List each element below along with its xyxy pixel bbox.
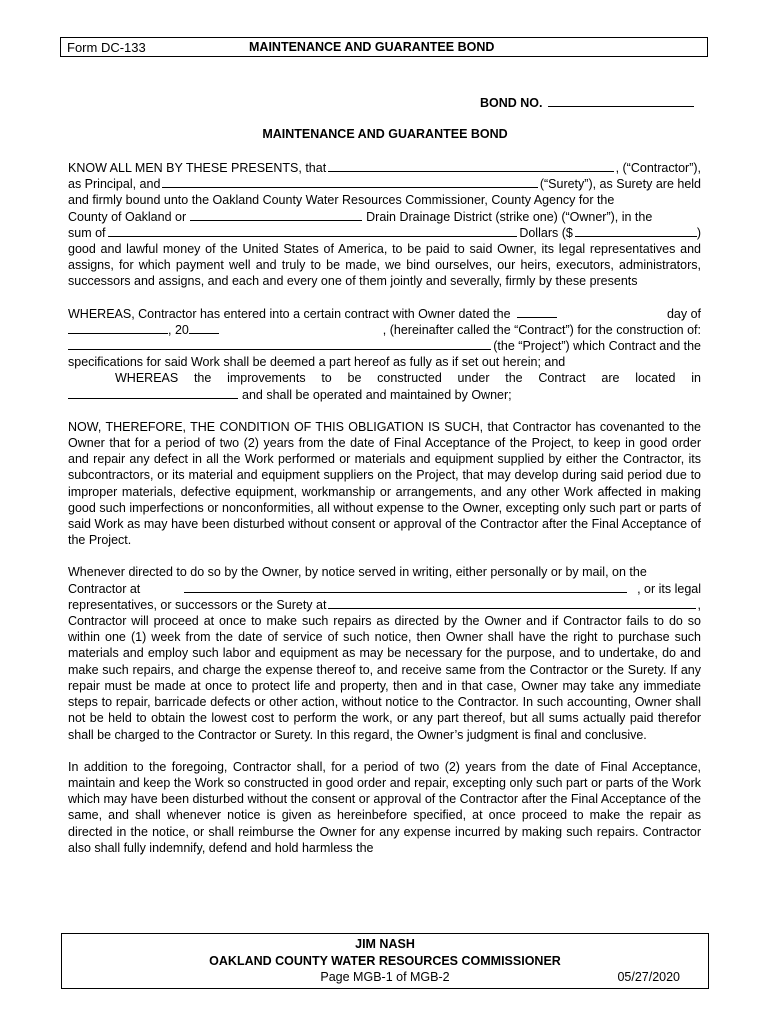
- form-header-box: [60, 37, 708, 57]
- bond-number-blank[interactable]: [548, 94, 694, 107]
- contract-month-blank[interactable]: [68, 322, 168, 334]
- p1-paren-close: ): [696, 225, 701, 240]
- paragraph-now-therefore: NOW, THEREFORE, THE CONDITION OF THIS OBLIGATION IS SUCH, that Contractor has covenanted to the Owner that for a period of two (2) years from the date of Final Acceptance of the Project, to keep in good order and repair any defect in all the Work performed or materials and equipment supplied by either the Contractor, its subcontractors, or its material and equipment suppliers on the Project, that may develop during said period due to improper materials, defective equipment, workmanship or arrangements, and any other Work affected in making good such imperfections or nonconformities, all without expense to the Owner, excepting only such part or parts of said Work as may have been disturbed without consent or approval of the Contractor after the Final Acceptance of the Project.: [68, 419, 701, 548]
- bond-number-field: [480, 94, 694, 110]
- paragraph-whenever-directed: [68, 564, 701, 742]
- page-footer: [61, 933, 709, 989]
- form-number: Form DC-133: [67, 40, 146, 55]
- form-header-title: MAINTENANCE AND GUARANTEE BOND: [249, 40, 495, 54]
- bond-amount-words-blank[interactable]: [108, 225, 518, 237]
- surety-name-blank[interactable]: [162, 176, 537, 188]
- document-body: [68, 160, 701, 872]
- p4-rest: Contractor will proceed at once to make such repairs as directed by the Owner and if Contractor fails to do so within one (1) week from the date of service of such notice, then Owner shall have the right to purchase such materials and employ such labor and equipment as may be necessary for the purpose, and to undertake, do and make such repairs, and charge the expense thereof to, and receive same from the Contractor or the Surety. If any repair must be made at once to protect life and property, then and in that case, Owner may take any immediate steps to repair, barricade defects or other action, without notice to the Contractor. In such accounting, Owner shall not be held to obtain the lowest cost to perform the work, or any part thereof, but all sums actually paid therefor shall be charged to the Contractor or Surety. In this regard, the Owner’s judgment is final and conclusive.: [68, 614, 701, 742]
- paragraph-whereas: [68, 306, 701, 403]
- p2-line6: and shall be operated and maintained by Owner;: [242, 387, 512, 402]
- p2-line2-end: , (hereinafter called the “Contract”) for the construction of:: [382, 322, 701, 337]
- p1-line1-end: , (“Contractor”),: [615, 161, 701, 175]
- project-location-blank[interactable]: [68, 387, 238, 399]
- p4-line2-text: Contractor at: [68, 581, 141, 596]
- surety-address-blank[interactable]: [328, 597, 695, 609]
- p2-line4: specifications for said Work shall be deemed a part hereof as fully as if set out herein; and: [68, 355, 566, 370]
- footer-date: 05/27/2020: [617, 970, 680, 984]
- contract-day-blank[interactable]: [517, 306, 557, 318]
- p4-line3-text: representatives, or successors or the Surety at: [68, 597, 327, 612]
- p2-line3-end: (the “Project”) which Contract and the: [493, 339, 701, 354]
- bond-amount-figure-blank[interactable]: [575, 225, 697, 237]
- document-title: MAINTENANCE AND GUARANTEE BOND: [262, 127, 508, 141]
- p1-line1-text: KNOW ALL MEN BY THESE PRESENTS, that: [68, 161, 327, 175]
- p2-line5: WHEREAS the improvements to be constructed under the Contract are located in: [115, 371, 701, 386]
- p1-rest: good and lawful money of the United States of America, to be paid to said Owner, its legal representatives and assigns, for which payment well and truly to be made, we bind ourselves, our heirs, executors, administrators, successors and assigns, and each and every one of them jointly and severally, firmly by these presents: [68, 242, 701, 289]
- p1-line2-text: as Principal, and: [68, 177, 161, 192]
- p2-year-prefix: , 20: [168, 322, 189, 337]
- p4-line3-end: ,: [697, 597, 701, 612]
- paragraph-in-addition: In addition to the foregoing, Contractor shall, for a period of two (2) years from the date of Final Acceptance, maintain and keep the Work so constructed in good order and repair, excepting only such part or parts of the Work which may have been disturbed without the consent or approval of the Contractor after the Final Acceptance of the same, and shall whenever notice is given as hereinbefore specified, at once proceed to make the repair as directed in the notice, or shall reimburse the Owner for any expense incurred by making such repairs. Contractor also shall fully indemnify, defend and hold harmless the: [68, 759, 701, 855]
- bond-number-label: BOND NO.: [480, 96, 543, 110]
- project-description-blank[interactable]: [68, 338, 491, 350]
- drain-district-blank[interactable]: [190, 209, 362, 221]
- paragraph-know-all-men: [68, 160, 701, 290]
- p1-line4-end: Drain Drainage District (strike one) (“Owner”), in the: [366, 209, 653, 224]
- footer-commissioner-name: JIM NASH: [355, 937, 415, 951]
- contractor-name-blank[interactable]: [328, 160, 613, 172]
- p1-dollars-label: Dollars ($: [519, 225, 573, 240]
- p1-line3: and firmly bound unto the Oakland County Water Resources Commissioner, County Agency for the: [68, 193, 615, 208]
- p1-line5-text: sum of: [68, 225, 106, 240]
- p2-line1-text: WHEREAS, Contractor has entered into a certain contract with Owner dated the: [68, 306, 511, 321]
- p4-line1: Whenever directed to do so by the Owner, by notice served in writing, either personally or by mail, on the: [68, 565, 647, 580]
- p1-line2-end: (“Surety”), as Surety are held: [539, 177, 701, 192]
- footer-page-number: Page MGB-1 of MGB-2: [320, 970, 450, 984]
- p2-line1-end: day of: [666, 306, 701, 321]
- contract-year-blank[interactable]: [189, 322, 219, 334]
- contractor-address-blank[interactable]: [184, 581, 627, 593]
- footer-office: OAKLAND COUNTY WATER RESOURCES COMMISSIONER: [209, 954, 561, 968]
- p4-line2-end: , or its legal: [637, 581, 701, 596]
- p1-line4-text: County of Oakland or: [68, 209, 187, 224]
